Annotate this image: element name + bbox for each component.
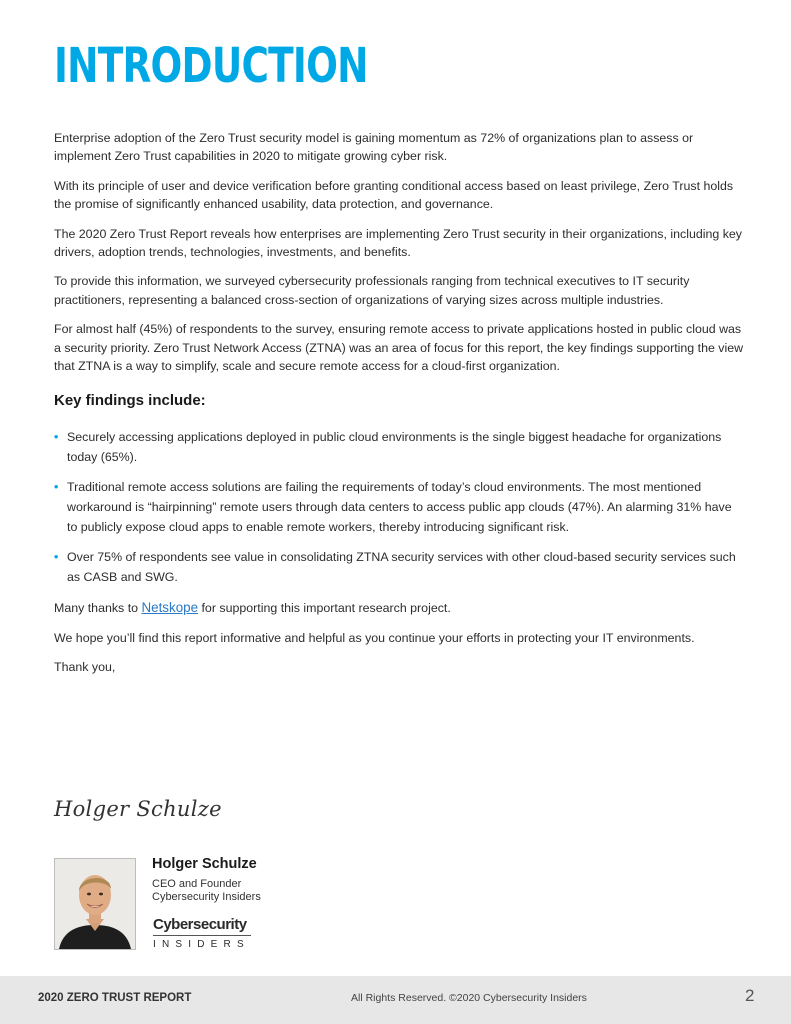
- key-findings-list: [54, 427, 744, 587]
- footer-report-title: 2020 ZERO TRUST REPORT: [38, 992, 192, 1004]
- intro-paragraph: With its principle of user and device verification before granting conditional access based on least privilege, Zero Trust holds the promise of significantly enhanced usability, data protection, and governance.: [54, 178, 734, 212]
- thanks-paragraph: [54, 599, 744, 617]
- bullet-icon: •: [54, 430, 59, 445]
- finding-item: [54, 547, 744, 587]
- page-title: INTRODUCTION: [54, 38, 368, 94]
- hope-paragraph: We hope you’ll find this report informative and helpful as you continue your efforts in protecting your IT environments.: [54, 630, 695, 645]
- finding-text: Securely accessing applications deployed in public cloud environments is the single biggest headache for organizations today (65%).: [67, 430, 722, 465]
- finding-item: [54, 477, 744, 537]
- intro-paragraph: Enterprise adoption of the Zero Trust security model is gaining momentum as 72% of organizations plan to assess or implement Zero Trust capabilities in 2020 to mitigate growing cyber risk.: [54, 131, 694, 164]
- footer-copyright: All Rights Reserved. ©2020 Cybersecurity Insiders: [351, 992, 587, 1004]
- finding-text: Traditional remote access solutions are failing the requirements of today’s cloud environments. The most mentioned workaround is “hairpinning” remote users through data centers to access public app clouds (47%). An alarming 31% have to publicly expose cloud apps to enable remote workers, thereby introducing significant risk.: [67, 480, 732, 535]
- intro-paragraph: The 2020 Zero Trust Report reveals how enterprises are implementing Zero Trust security in their organizations, including key drivers, adoption trends, technologies, investments, and benefits.: [54, 226, 742, 260]
- bullet-icon: •: [54, 480, 59, 495]
- key-findings-heading: Key findings include:: [54, 392, 206, 410]
- intro-paragraph: For almost half (45%) of respondents to the survey, ensuring remote access to private applications hosted in public cloud was a security priority. Zero Trust Network Access (ZTNA) was an area of focus for this report, the key findings supporting the view that ZTNA is a way to simplify, scale and secure remote access for a cloud-first organization.: [54, 322, 744, 374]
- portrait-icon: [55, 859, 135, 949]
- logo-wordmark: Cybersecurity: [153, 916, 247, 933]
- logo-subtitle: INSIDERS: [153, 939, 250, 950]
- signoff: Thank you,: [54, 660, 116, 675]
- author-org: Cybersecurity Insiders: [152, 891, 261, 903]
- author-block: [152, 856, 261, 904]
- thanks-prefix: Many thanks to: [54, 601, 142, 616]
- author-photo: [54, 858, 136, 950]
- page-number: 2: [745, 986, 755, 1005]
- intro-paragraph: To provide this information, we surveyed cybersecurity professionals ranging from technical executives to IT security practitioners, representing a balanced cross-section of organizations of varying sizes across multiple industries.: [54, 274, 690, 307]
- thanks-suffix: for supporting this important research project.: [198, 601, 451, 616]
- cybersecurity-insiders-logo: [153, 916, 251, 950]
- handwritten-signature: Holger Schulze: [54, 797, 222, 821]
- bullet-icon: •: [54, 550, 59, 565]
- page-footer: [0, 976, 791, 1024]
- author-role: CEO and Founder: [152, 878, 242, 890]
- netskope-link[interactable]: Netskope: [141, 600, 199, 616]
- main-body: [54, 129, 744, 688]
- logo-divider: [153, 935, 251, 936]
- finding-text: Over 75% of respondents see value in consolidating ZTNA security services with other cloud-based security services such as CASB and SWG.: [67, 550, 736, 585]
- finding-item: [54, 427, 744, 467]
- author-name: Holger Schulze: [152, 856, 257, 872]
